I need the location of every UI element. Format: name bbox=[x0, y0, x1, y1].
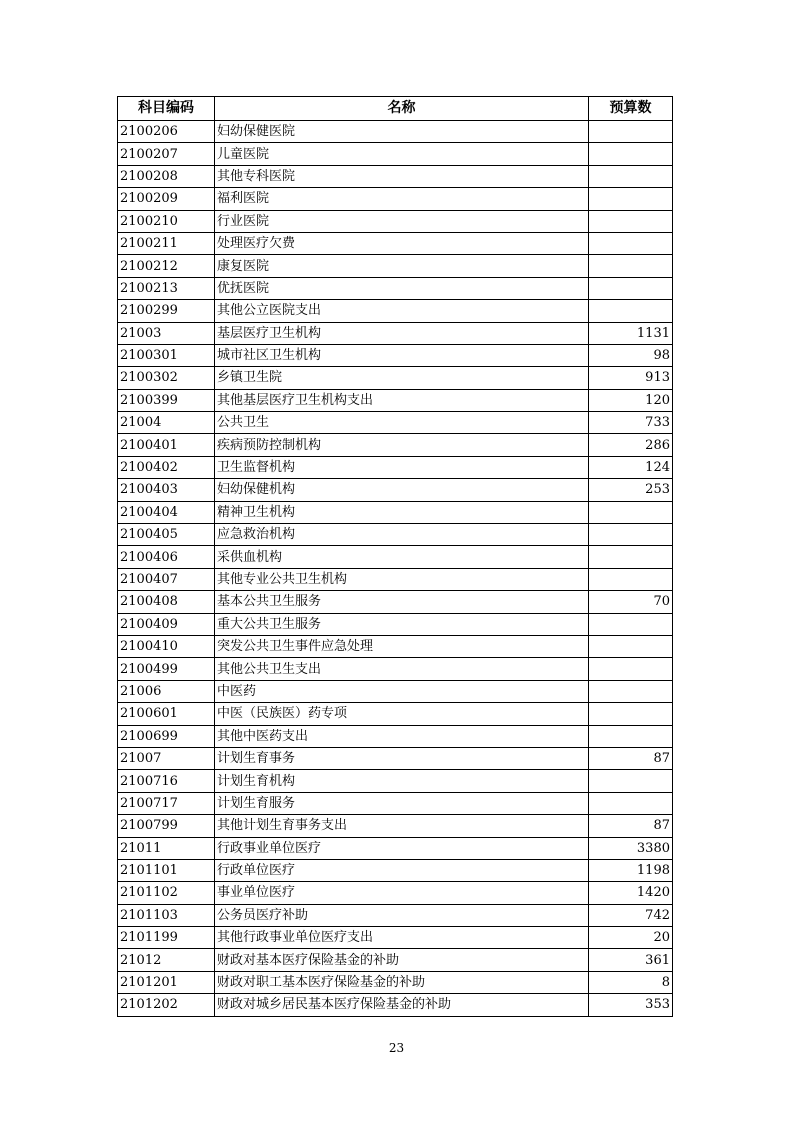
subject-code-cell: 2100403 bbox=[118, 479, 215, 501]
budget-amount-cell bbox=[589, 546, 673, 568]
table-row bbox=[118, 904, 673, 926]
subject-code-cell: 2100406 bbox=[118, 546, 215, 568]
subject-code-cell: 2100601 bbox=[118, 703, 215, 725]
budget-amount-cell: 124 bbox=[589, 456, 673, 478]
table-row bbox=[118, 658, 673, 680]
subject-name-cell: 计划生育事务 bbox=[215, 747, 589, 769]
subject-code-cell: 2100212 bbox=[118, 255, 215, 277]
budget-amount-cell: 1131 bbox=[589, 322, 673, 344]
table-row bbox=[118, 456, 673, 478]
table-row bbox=[118, 546, 673, 568]
subject-name-cell: 行政事业单位医疗 bbox=[215, 837, 589, 859]
table-row bbox=[118, 322, 673, 344]
header-code: 科目编码 bbox=[118, 97, 215, 121]
table-row bbox=[118, 300, 673, 322]
table-row bbox=[118, 971, 673, 993]
table-row bbox=[118, 367, 673, 389]
subject-name-cell: 其他公共卫生支出 bbox=[215, 658, 589, 680]
subject-code-cell: 2101102 bbox=[118, 882, 215, 904]
subject-name-cell: 精神卫生机构 bbox=[215, 501, 589, 523]
table-row bbox=[118, 389, 673, 411]
subject-name-cell: 福利医院 bbox=[215, 188, 589, 210]
table-row bbox=[118, 994, 673, 1016]
table-row bbox=[118, 591, 673, 613]
subject-name-cell: 康复医院 bbox=[215, 255, 589, 277]
subject-code-cell: 2100717 bbox=[118, 792, 215, 814]
subject-name-cell: 乡镇卫生院 bbox=[215, 367, 589, 389]
table-row bbox=[118, 613, 673, 635]
subject-name-cell: 其他公立医院支出 bbox=[215, 300, 589, 322]
table-row bbox=[118, 635, 673, 657]
subject-code-cell: 2100407 bbox=[118, 568, 215, 590]
budget-amount-cell: 3380 bbox=[589, 837, 673, 859]
subject-code-cell: 2101201 bbox=[118, 971, 215, 993]
subject-code-cell: 2100207 bbox=[118, 143, 215, 165]
subject-name-cell: 财政对基本医疗保险基金的补助 bbox=[215, 949, 589, 971]
subject-code-cell: 21012 bbox=[118, 949, 215, 971]
budget-amount-cell bbox=[589, 725, 673, 747]
budget-amount-cell bbox=[589, 165, 673, 187]
subject-code-cell: 2100405 bbox=[118, 524, 215, 546]
subject-name-cell: 重大公共卫生服务 bbox=[215, 613, 589, 635]
subject-name-cell: 计划生育机构 bbox=[215, 770, 589, 792]
subject-name-cell: 儿童医院 bbox=[215, 143, 589, 165]
subject-name-cell: 其他专科医院 bbox=[215, 165, 589, 187]
budget-amount-cell bbox=[589, 143, 673, 165]
budget-amount-cell: 913 bbox=[589, 367, 673, 389]
subject-name-cell: 妇幼保健医院 bbox=[215, 121, 589, 143]
subject-name-cell: 财政对城乡居民基本医疗保险基金的补助 bbox=[215, 994, 589, 1016]
subject-code-cell: 2101103 bbox=[118, 904, 215, 926]
budget-amount-cell bbox=[589, 703, 673, 725]
subject-code-cell: 2101101 bbox=[118, 859, 215, 881]
subject-code-cell: 2100408 bbox=[118, 591, 215, 613]
subject-code-cell: 2100299 bbox=[118, 300, 215, 322]
budget-amount-cell: 8 bbox=[589, 971, 673, 993]
budget-amount-cell bbox=[589, 300, 673, 322]
subject-name-cell: 基层医疗卫生机构 bbox=[215, 322, 589, 344]
budget-table bbox=[117, 96, 673, 1017]
subject-name-cell: 妇幼保健机构 bbox=[215, 479, 589, 501]
subject-code-cell: 2100401 bbox=[118, 434, 215, 456]
subject-code-cell: 21004 bbox=[118, 412, 215, 434]
table-row bbox=[118, 143, 673, 165]
budget-amount-cell: 742 bbox=[589, 904, 673, 926]
subject-code-cell: 2101199 bbox=[118, 927, 215, 949]
table-row bbox=[118, 255, 673, 277]
table-row bbox=[118, 703, 673, 725]
subject-name-cell: 突发公共卫生事件应急处理 bbox=[215, 635, 589, 657]
budget-amount-cell: 70 bbox=[589, 591, 673, 613]
subject-name-cell: 处理医疗欠费 bbox=[215, 232, 589, 254]
subject-code-cell: 2100402 bbox=[118, 456, 215, 478]
subject-code-cell: 2100210 bbox=[118, 210, 215, 232]
subject-name-cell: 其他基层医疗卫生机构支出 bbox=[215, 389, 589, 411]
budget-amount-cell bbox=[589, 613, 673, 635]
subject-code-cell: 2100799 bbox=[118, 815, 215, 837]
budget-amount-cell bbox=[589, 501, 673, 523]
subject-code-cell: 21003 bbox=[118, 322, 215, 344]
table-row bbox=[118, 770, 673, 792]
subject-code-cell: 21006 bbox=[118, 680, 215, 702]
table-row bbox=[118, 277, 673, 299]
budget-amount-cell bbox=[589, 188, 673, 210]
budget-amount-cell bbox=[589, 255, 673, 277]
subject-name-cell: 城市社区卫生机构 bbox=[215, 344, 589, 366]
table-row bbox=[118, 568, 673, 590]
table-row bbox=[118, 210, 673, 232]
budget-amount-cell bbox=[589, 210, 673, 232]
budget-amount-cell: 253 bbox=[589, 479, 673, 501]
budget-amount-cell: 733 bbox=[589, 412, 673, 434]
subject-name-cell: 其他计划生育事务支出 bbox=[215, 815, 589, 837]
subject-name-cell: 事业单位医疗 bbox=[215, 882, 589, 904]
budget-amount-cell: 98 bbox=[589, 344, 673, 366]
budget-amount-cell: 87 bbox=[589, 747, 673, 769]
subject-name-cell: 公务员医疗补助 bbox=[215, 904, 589, 926]
table-row bbox=[118, 680, 673, 702]
subject-code-cell: 2100206 bbox=[118, 121, 215, 143]
subject-name-cell: 行业医院 bbox=[215, 210, 589, 232]
subject-code-cell: 2100301 bbox=[118, 344, 215, 366]
table-row bbox=[118, 434, 673, 456]
table-row bbox=[118, 165, 673, 187]
budget-amount-cell: 87 bbox=[589, 815, 673, 837]
table-row bbox=[118, 725, 673, 747]
subject-code-cell: 2100302 bbox=[118, 367, 215, 389]
subject-name-cell: 中医（民族医）药专项 bbox=[215, 703, 589, 725]
header-name: 名称 bbox=[215, 97, 589, 121]
budget-amount-cell bbox=[589, 770, 673, 792]
subject-name-cell: 其他行政事业单位医疗支出 bbox=[215, 927, 589, 949]
subject-name-cell: 优抚医院 bbox=[215, 277, 589, 299]
subject-code-cell: 2100208 bbox=[118, 165, 215, 187]
table-row bbox=[118, 949, 673, 971]
budget-amount-cell bbox=[589, 277, 673, 299]
subject-code-cell: 2100410 bbox=[118, 635, 215, 657]
subject-code-cell: 2100409 bbox=[118, 613, 215, 635]
subject-name-cell: 计划生育服务 bbox=[215, 792, 589, 814]
subject-name-cell: 卫生监督机构 bbox=[215, 456, 589, 478]
subject-code-cell: 2100209 bbox=[118, 188, 215, 210]
subject-code-cell: 2100716 bbox=[118, 770, 215, 792]
subject-name-cell: 其他中医药支出 bbox=[215, 725, 589, 747]
subject-name-cell: 中医药 bbox=[215, 680, 589, 702]
subject-code-cell: 2100699 bbox=[118, 725, 215, 747]
budget-amount-cell: 286 bbox=[589, 434, 673, 456]
table-row bbox=[118, 232, 673, 254]
subject-name-cell: 公共卫生 bbox=[215, 412, 589, 434]
budget-amount-cell bbox=[589, 232, 673, 254]
table-row bbox=[118, 837, 673, 859]
budget-amount-cell bbox=[589, 792, 673, 814]
subject-code-cell: 2101202 bbox=[118, 994, 215, 1016]
table-row bbox=[118, 524, 673, 546]
table-row bbox=[118, 188, 673, 210]
table-row bbox=[118, 479, 673, 501]
header-amount: 预算数 bbox=[589, 97, 673, 121]
header-row bbox=[118, 97, 673, 121]
table-row bbox=[118, 501, 673, 523]
subject-name-cell: 应急救治机构 bbox=[215, 524, 589, 546]
subject-code-cell: 2100404 bbox=[118, 501, 215, 523]
subject-code-cell: 21011 bbox=[118, 837, 215, 859]
subject-code-cell: 2100499 bbox=[118, 658, 215, 680]
page-number: 23 bbox=[388, 1041, 405, 1055]
subject-name-cell: 基本公共卫生服务 bbox=[215, 591, 589, 613]
subject-name-cell: 其他专业公共卫生机构 bbox=[215, 568, 589, 590]
table-row bbox=[118, 121, 673, 143]
table-row bbox=[118, 792, 673, 814]
table-row bbox=[118, 882, 673, 904]
table-row bbox=[118, 412, 673, 434]
table-row bbox=[118, 747, 673, 769]
table-body bbox=[118, 121, 673, 1017]
budget-amount-cell: 20 bbox=[589, 927, 673, 949]
table-row bbox=[118, 927, 673, 949]
budget-amount-cell bbox=[589, 680, 673, 702]
subject-code-cell: 2100213 bbox=[118, 277, 215, 299]
subject-code-cell: 2100399 bbox=[118, 389, 215, 411]
budget-amount-cell bbox=[589, 658, 673, 680]
budget-amount-cell bbox=[589, 121, 673, 143]
table-header bbox=[118, 97, 673, 121]
subject-name-cell: 采供血机构 bbox=[215, 546, 589, 568]
budget-amount-cell: 120 bbox=[589, 389, 673, 411]
table-row bbox=[118, 344, 673, 366]
table-row bbox=[118, 815, 673, 837]
budget-amount-cell: 353 bbox=[589, 994, 673, 1016]
subject-name-cell: 财政对职工基本医疗保险基金的补助 bbox=[215, 971, 589, 993]
subject-code-cell: 21007 bbox=[118, 747, 215, 769]
budget-amount-cell: 361 bbox=[589, 949, 673, 971]
budget-amount-cell bbox=[589, 568, 673, 590]
budget-amount-cell bbox=[589, 635, 673, 657]
budget-amount-cell: 1420 bbox=[589, 882, 673, 904]
table-row bbox=[118, 859, 673, 881]
subject-code-cell: 2100211 bbox=[118, 232, 215, 254]
budget-amount-cell bbox=[589, 524, 673, 546]
subject-name-cell: 疾病预防控制机构 bbox=[215, 434, 589, 456]
budget-amount-cell: 1198 bbox=[589, 859, 673, 881]
subject-name-cell: 行政单位医疗 bbox=[215, 859, 589, 881]
